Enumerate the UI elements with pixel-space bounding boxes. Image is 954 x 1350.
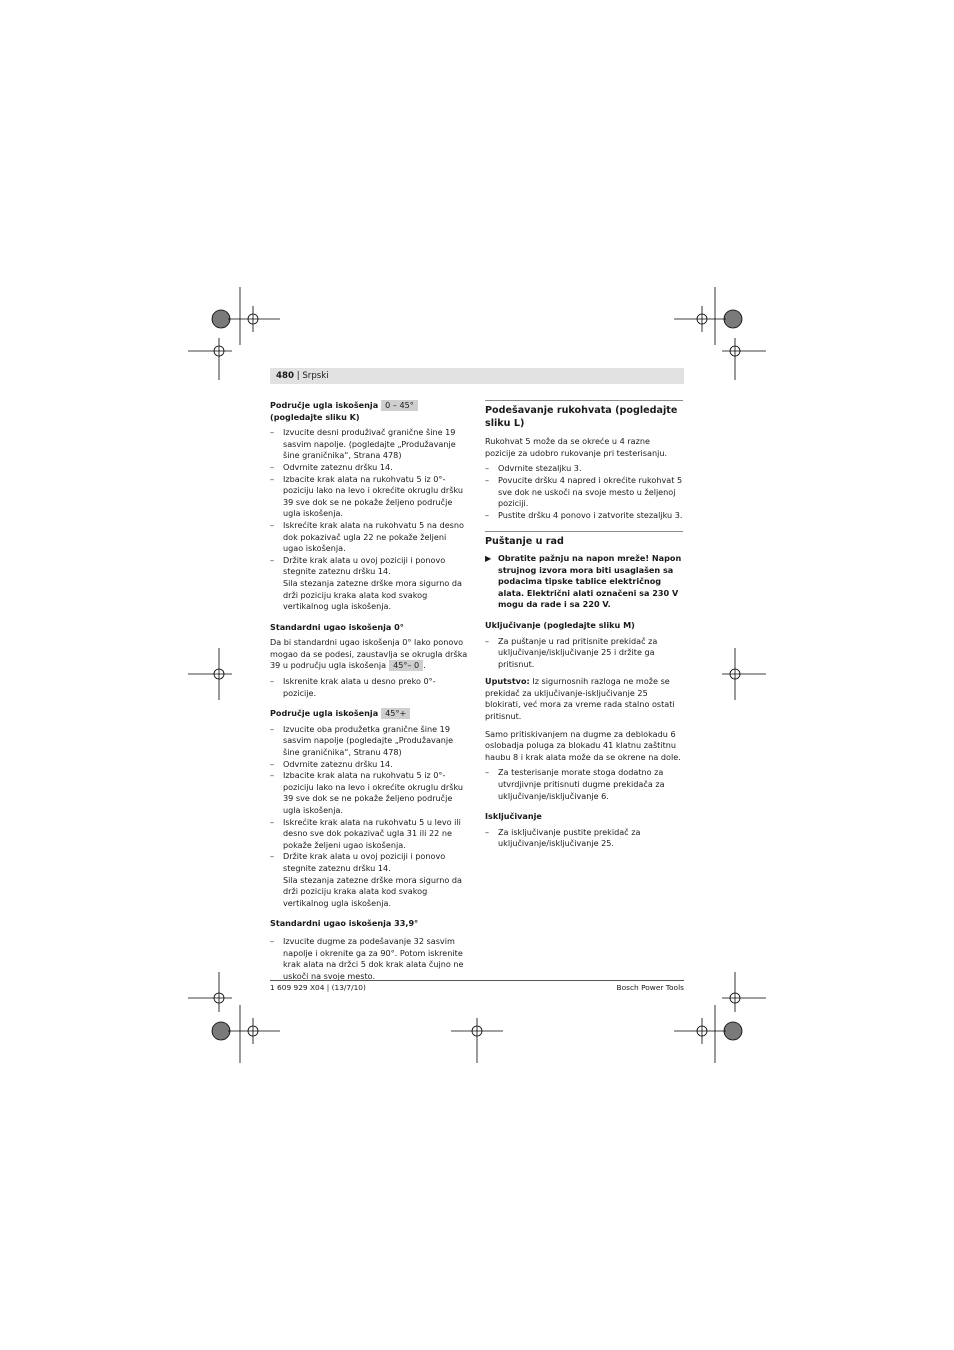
section-heading: Uključivanje (pogledajte sliku M) [485, 619, 635, 630]
section-heading: Podešavanje rukohvata (pogledajte sliku L) [485, 405, 678, 429]
section-heading: Standardni ugao iskošenja 0° [270, 621, 404, 632]
list-item: – Izbacite krak alata na rukohvatu 5 iz 0°-poziciju lako na levo i okrećite okruglu dršku 39 sve dok se ne pokaže željeno područje ugla iskošenja. [270, 770, 468, 816]
list-item: – Iskrećite krak alata na rukohvatu 5 u levo ili desno sve dok pokazivač ugla 31 ili 22 ne pokaže željeni ugao iskošenja. [270, 817, 468, 852]
list-item: – Za testerisanje morate stoga dodatno za utvrdjivnje pritisnuti dugme prekidača za uključivanje/isključivanje 6. [485, 767, 683, 802]
footer-doc-id: 1 609 929 X04 | (13/7/10) [270, 983, 366, 992]
list-item: – Izvucite oba produžetka granične šine 19 sasvim napolje (pogledajte „Produžavanje šine graničnika“, Stranu 478) [270, 724, 468, 759]
header-language: Srpski [302, 371, 329, 381]
paragraph: Rukohvat 5 može da se okreće u 4 razne pozicije za udobro rukovanje pri testerisanju. [485, 436, 668, 458]
list-item: – Za isključivanje pustite prekidač za uključivanje/isključivanje 25. [485, 827, 683, 850]
instruction-list [270, 427, 468, 578]
list-item: – Odvrnite stezaljku 3. [485, 463, 683, 475]
footer-brand: Bosch Power Tools [616, 983, 684, 992]
instruction-list [485, 463, 683, 521]
angle-badge: 0 – 45° [381, 400, 418, 411]
footer-rule [270, 980, 684, 981]
page-number: 480 [276, 371, 294, 381]
list-item: – Odvrnite zateznu dršku 14. [270, 759, 468, 771]
section-heading: Područje ugla iskošenja 0 – 45° [270, 400, 468, 412]
angle-badge: 45°– 0 [389, 660, 423, 671]
paragraph: Samo pritiskivanjem na dugme za deblokadu 6 oslobadja poluga za blokadu 41 klatnu zaštitnu haubu 8 i krak alata može da se okrene na dole. [485, 728, 681, 762]
warning-triangle-icon: ▶ [485, 552, 492, 563]
angle-badge: 45°+ [381, 708, 410, 719]
list-item: – Izbacite krak alata na rukohvatu 5 iz 0°-poziciju lako na levo i okrećite okruglu dršku 39 sve dok se ne pokaže željeno područje ugla iskošenja. [270, 474, 468, 520]
list-item: – Držite krak alata u ovoj poziciji i ponovo stegnite zateznu dršku 14. [270, 851, 468, 874]
section-heading: Područje ugla iskošenja 45°+ [270, 708, 468, 720]
list-item-continuation: Sila stezanja zatezne drške mora sigurno da drži poziciju kraka alata kod svakog vertikalnog ugla iskošenja. [283, 874, 462, 908]
instruction-list [485, 767, 683, 802]
instruction-list [485, 636, 683, 671]
left-column [270, 400, 468, 982]
list-item: – Iskrenite krak alata u desno preko 0°-pozicije. [270, 676, 468, 699]
right-column [485, 400, 683, 850]
instruction-list [485, 827, 683, 850]
section-heading: Puštanje u rad [485, 536, 564, 548]
list-item: – Odvrnite zateznu dršku 14. [270, 462, 468, 474]
note-paragraph: Uputstvo: Iz sigurnosnih razloga ne može se prekidač za uključivanje-isključivanje 25 blokirati, već mora za vreme rada stalno ostati pritisnut. [485, 676, 675, 722]
list-item: – Izvucite desni produživač granične šine 19 sasvim napolje. (pogledajte „Produžavanje šine graničnika“, Strana 478) [270, 427, 468, 462]
header-separator: | [296, 371, 300, 381]
page-header [270, 368, 684, 384]
warning-paragraph: ▶ Obratite pažnju na napon mreže! Napon strujnog izvora mora biti usaglašen sa podacima tipske tablice električnog alata. Električni alati označeni sa 230 V mogu da rade i sa 220 V. [485, 552, 682, 610]
list-item-continuation: Sila stezanja zatezne drške mora sigurno da drži poziciju kraka alata kod svakog vertikalnog ugla iskošenja. [283, 577, 462, 612]
paragraph: Da bi standardni ugao iskošenja 0° lako ponovo mogao da se podesi, zaustavlja se okrugla drška 39 u području ugla iskošenja 45°– 0 . [270, 637, 468, 671]
instruction-list [270, 724, 468, 875]
section-heading: Isključivanje [485, 811, 542, 822]
section-heading: Standardni ugao iskošenja 33,9° [270, 918, 419, 929]
list-item: – Pustite dršku 4 ponovo i zatvorite stezaljku 3. [485, 510, 683, 522]
instruction-list [270, 676, 468, 699]
list-item: – Za puštanje u rad pritisnite prekidač za uključivanje/isključivanje 25 i držite ga pritisnut. [485, 636, 683, 671]
list-item: – Izvucite dugme za podešavanje 32 sasvim napolje i okrenite ga za 90°. Potom iskrenite krak alata na držci 5 dok krak alata čujno ne uskoči na svoje mesto. [270, 936, 468, 982]
list-item: – Držite krak alata u ovoj poziciji i ponovo stegnite zateznu dršku 14. [270, 555, 468, 578]
list-item: – Povucite dršku 4 napred i okrećite rukohvat 5 sve dok ne uskoči na svoje mesto u željenoj poziciji. [485, 475, 683, 510]
section-subheading: (pogledajte sliku K) [270, 411, 360, 422]
instruction-list [270, 936, 468, 982]
list-item: – Iskrećite krak alata na rukohvatu 5 na desno dok pokazivač ugla 22 ne pokaže željeni ugao iskošenja. [270, 520, 468, 555]
